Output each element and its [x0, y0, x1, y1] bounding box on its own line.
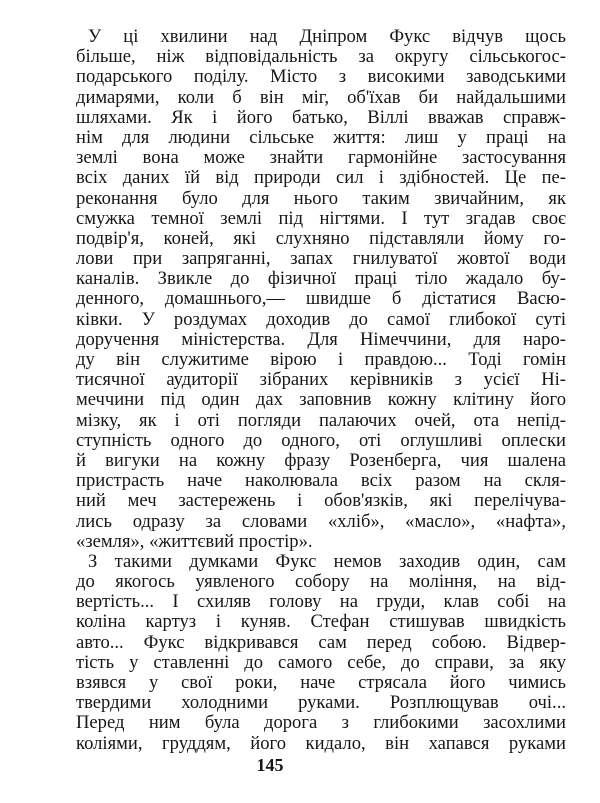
text-line: доручення міністерства. Для Німеччини, для наро-	[76, 328, 566, 350]
text-line: вертість... І схиляв голову на груди, клав собі на	[76, 591, 566, 613]
text-line: смужка темної землі під нігтями. І тут згадав своє	[76, 207, 566, 229]
text-line: подарського поділу. Місто з високими заводськими	[76, 66, 566, 88]
page-number: 145	[256, 755, 284, 775]
text-line: й вигуки на кожну фразу Розенберга, чия шалена	[76, 449, 566, 471]
text-line: У ці хвилини над Дніпром Фукс відчув щось	[88, 26, 566, 47]
text-line: взявся у свої роки, наче стрясала його чимись	[76, 672, 566, 693]
text-line: лови при запряганні, запах гнилуватої жовтої води	[76, 248, 566, 270]
text-line: Перед ним була дорога з глибокими засохлими	[76, 712, 566, 734]
text-line: З такими думками Фукс немов заходив один, сам	[88, 550, 566, 572]
text-line: всіх даних їй від природи сил і здібностей. Це пе-	[76, 167, 566, 189]
text-line: до якогось уявленого собору на моління, на від-	[76, 571, 566, 593]
text-line: ду він служитиме вірою і правдою... Тоді гомін	[76, 349, 566, 370]
text-line: ківки. У роздумах доходив до самої глибокої суті	[76, 308, 566, 330]
text-line: «земля», «життєвий простір».	[76, 530, 313, 552]
text-line: ний меч застережень і обов'язків, які перелічува-	[76, 490, 566, 512]
text-line: нім для людини сільське життя: лиш у праці на	[76, 126, 566, 148]
text-line: лись одразу за словами «хліб», «масло», «нафта»,	[76, 510, 566, 532]
text-line: денного, домашнього,— швидше б дістатися Васю-	[76, 288, 566, 310]
text-line: каналів. Звикле до фізичної праці тіло жадало бу-	[76, 268, 566, 290]
book-page-text	[76, 27, 566, 754]
text-line: подвір'я, коней, які слухняно підставляли йому го-	[76, 227, 566, 249]
text-line: меччини під один дах заповнив кожну клітину його	[76, 389, 566, 411]
text-line: ступність одного до одного, оті оглушливі оплески	[76, 429, 566, 451]
text-line: шляхами. Як і його батько, Віллі вважав справж-	[76, 106, 566, 128]
text-line: авто... Фукс відкривався сам перед собою. Відвер-	[76, 631, 566, 653]
text-line: коліна картуз і куняв. Стефан стишував швидкість	[76, 611, 566, 633]
text-line: коліями, груддям, його кидало, він хапався руками	[76, 732, 566, 754]
text-line: твердими холодними руками. Розплющував очі...	[76, 692, 566, 714]
text-line: землі вона може знайти гармонійне застосування	[76, 147, 566, 169]
text-line: пристрасть наче наколювала всіх разом на скля-	[76, 470, 566, 492]
text-line: тисячної аудиторії зібраних керівників з усієї Ні-	[76, 369, 566, 391]
text-line: тість у ставленні до самого себе, до справи, за яку	[76, 651, 566, 673]
text-line: мізку, як і оті погляди палаючих очей, ота непід-	[76, 409, 566, 431]
text-line: димарями, коли б він міг, об'їхав би найдальшими	[76, 86, 566, 108]
text-line: реконання було для нього таким звичайним, як	[76, 187, 566, 209]
text-line: більше, ніж відповідальність за округу сільськогос-	[76, 46, 566, 68]
